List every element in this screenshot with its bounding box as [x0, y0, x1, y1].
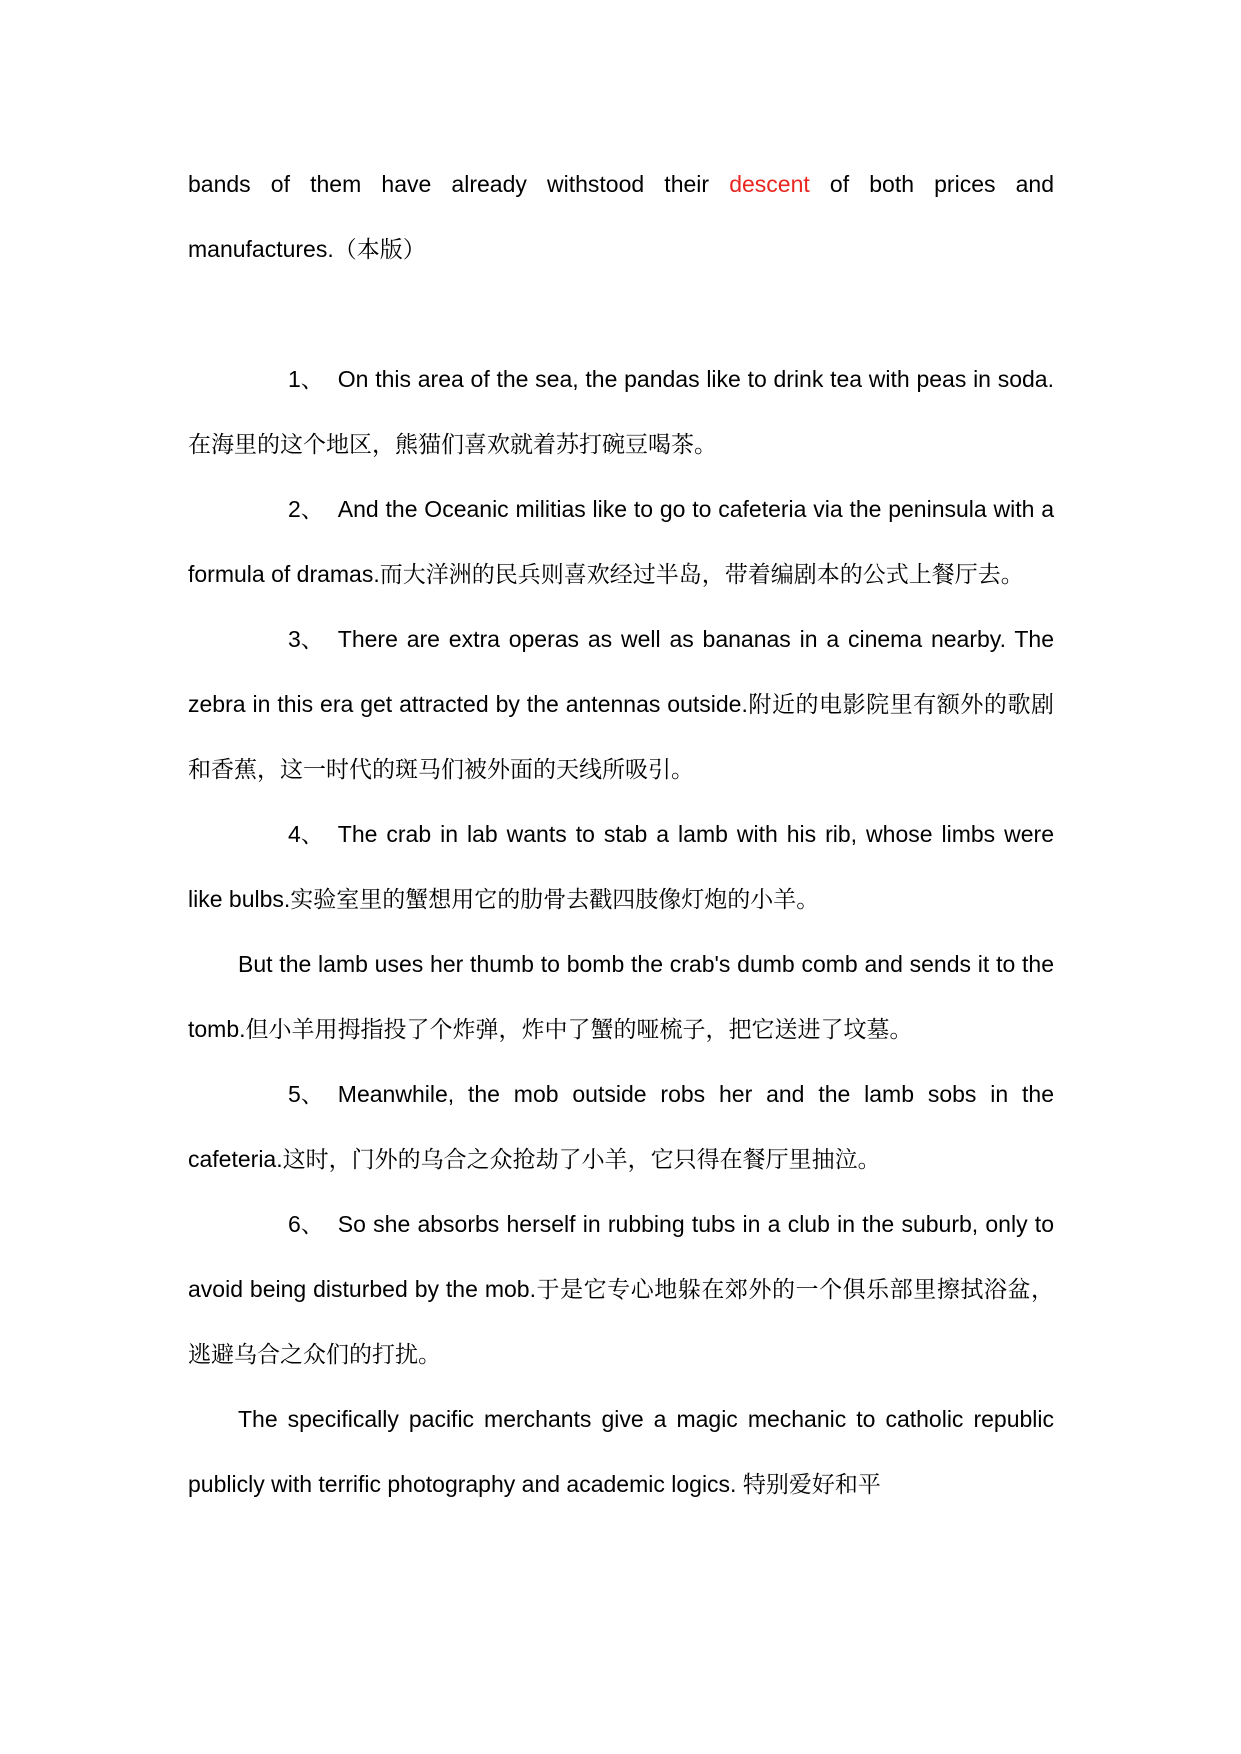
english-sentence: On this area of the sea, the pandas like to drink tea with peas in soda.	[337, 366, 1054, 392]
english-sentence: Meanwhile, the mob outside robs her and the lamb sobs in the cafeteria.	[188, 1081, 1054, 1172]
chinese-translation: 于是它专心地躲在郊外的一个俱乐部里擦拭浴盆，逃避乌合之众们的打扰。	[188, 1276, 1054, 1367]
chinese-translation: 附近的电影院里有额外的歌剧和香蕉，这一时代的斑马们被外面的天线所吸引。	[188, 691, 1054, 782]
english-sentence: The crab in lab wants to stab a lamb with his rib, whose limbs were like bulbs.	[188, 821, 1054, 912]
english-sentence: There are extra operas as well as bananas in a cinema nearby. The zebra in this era get attracted by the antennas outside.	[188, 626, 1054, 717]
english-sentence: The specifically pacific merchants give a magic mechanic to catholic republic publicly with terrific photography and academic logics.	[188, 1406, 1054, 1497]
paragraph-5	[188, 1062, 1054, 1192]
intro-paragraph	[188, 152, 1054, 282]
chinese-translation: 而大洋洲的民兵则喜欢经过半岛，带着编剧本的公式上餐厅去。	[379, 561, 1024, 587]
item-number: 1、	[288, 366, 324, 392]
paragraph-3	[188, 607, 1054, 802]
english-sentence: But the lamb uses her thumb to bomb the crab's dumb comb and sends it to the tomb.	[188, 951, 1054, 1042]
document-page	[188, 152, 1054, 1517]
paragraph-6	[188, 1192, 1054, 1387]
chinese-translation: 实验室里的蟹想用它的肋骨去戳四肢像灯炮的小羊。	[290, 886, 820, 912]
intro-text-after: of both prices and manufactures.（本版）	[188, 171, 1055, 262]
chinese-translation: 这时，门外的乌合之众抢劫了小羊，它只得在餐厅里抽泣。	[282, 1146, 881, 1172]
item-number: 3、	[288, 626, 324, 652]
paragraph-4	[188, 802, 1054, 932]
highlighted-word: descent	[729, 171, 810, 197]
item-number: 4、	[288, 821, 324, 847]
intro-text-before: bands of them have already withstood their	[188, 171, 730, 197]
item-number: 6、	[288, 1211, 324, 1237]
paragraph-1	[188, 347, 1054, 477]
chinese-translation: 特别爱好和平	[742, 1471, 881, 1497]
english-sentence: And the Oceanic militias like to go to cafeteria via the peninsula with a formula of dramas.	[188, 496, 1054, 587]
item-number: 2、	[288, 496, 324, 522]
chinese-translation: 在海里的这个地区，熊猫们喜欢就着苏打碗豆喝茶。	[188, 431, 717, 457]
item-number: 5、	[288, 1081, 324, 1107]
english-sentence: So she absorbs herself in rubbing tubs in a club in the suburb, only to avoid being disturbed by the mob.	[188, 1211, 1054, 1302]
paragraph-2	[188, 477, 1054, 607]
paragraph-7	[188, 1387, 1054, 1517]
paragraph-4-continued	[188, 932, 1054, 1062]
paragraph-spacer	[188, 282, 1054, 347]
chinese-translation: 但小羊用拇指投了个炸弹，炸中了蟹的哑梳子，把它送进了坟墓。	[245, 1016, 913, 1042]
